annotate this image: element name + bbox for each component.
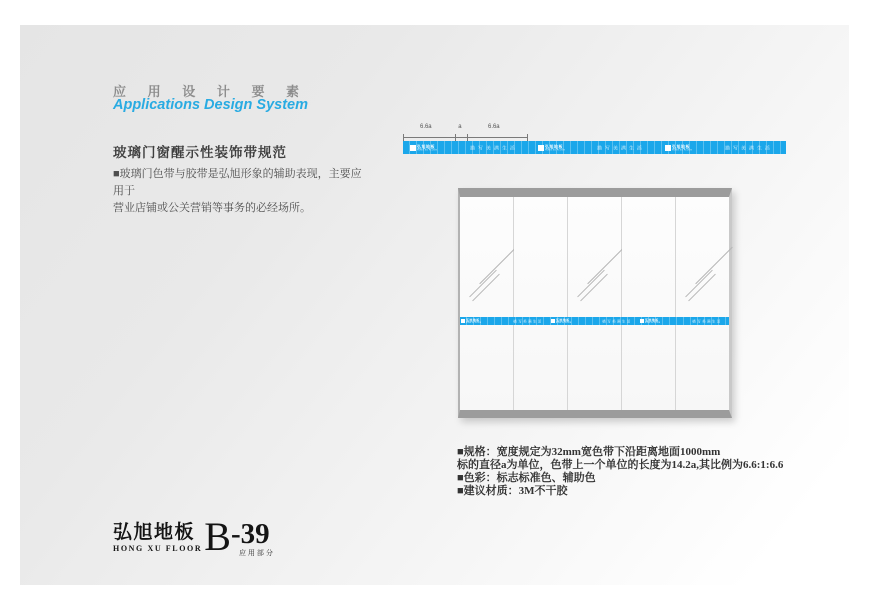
glass-panels	[460, 197, 729, 410]
band-slogan: 描写美满生活	[692, 319, 722, 324]
brand-mark-icon	[538, 145, 544, 151]
band-unit	[460, 317, 550, 325]
band-logo-cn: 弘旭地板	[544, 144, 563, 149]
glass-reflection	[466, 249, 518, 301]
section-body-line1: ■玻璃门色带与胶带是弘旭形象的辅助表现，主要应用于	[113, 168, 362, 197]
spec-list	[457, 446, 783, 498]
ruler-label-left: 6.6a	[420, 123, 432, 130]
glass-panel	[622, 197, 676, 410]
band-logo	[640, 317, 685, 325]
footer-logo-en: HONG XU FLOOR	[113, 544, 203, 553]
page-code-letter: B	[204, 514, 231, 559]
section-title: 玻璃门窗醒示性装饰带规范	[113, 145, 287, 160]
band-logo-en: HONG XU FLOOR	[416, 148, 437, 151]
ruler-tick	[527, 134, 528, 141]
band-slogan: 描写美满生活	[513, 319, 543, 324]
band-logo-en: HONG XU FLOOR	[465, 321, 482, 324]
glass-panel	[460, 197, 514, 410]
band-logo-cn: 弘旭地板	[645, 318, 659, 322]
band-logo	[410, 142, 457, 154]
band-logo	[538, 142, 585, 154]
manual-page	[20, 25, 849, 585]
footer-brand-block	[113, 514, 275, 559]
band-logo-cn: 弘旭地板	[465, 318, 480, 322]
footer-logo-cn: 弘旭地板	[113, 522, 196, 543]
ruler-tick	[455, 134, 456, 141]
page-code-caption: 应用部分	[238, 549, 275, 557]
door-decorative-band	[460, 317, 729, 325]
band-logo-cn: 弘旭地板	[555, 318, 570, 322]
band-slogan: 描写美满生活	[597, 146, 646, 152]
ruler-tick	[403, 134, 404, 141]
spec-line-unit: 标的直径a为单位，色带上一个单位的长度为14.2a,其比例为6.6:1:6.6	[457, 459, 784, 471]
ruler-line	[403, 137, 528, 138]
band-unit	[639, 317, 729, 325]
band-unit	[550, 317, 640, 325]
brand-mark-icon	[665, 145, 671, 151]
glass-reflection	[682, 249, 734, 301]
band-unit	[531, 141, 659, 154]
spec-line-color: ■色彩：标志标准色、辅助色	[457, 472, 596, 484]
ruler-label-right: 6.6a	[488, 123, 500, 130]
section-body-line2: 营业店铺或公关营销等事务的必经场所。	[113, 202, 311, 214]
band-unit	[658, 141, 786, 154]
band-slogan: 描写美满生活	[725, 146, 774, 152]
decorative-band-sample	[403, 141, 786, 154]
band-logo	[461, 317, 506, 325]
ruler-tick	[467, 134, 468, 141]
footer-logo	[113, 523, 202, 553]
glass-reflection	[574, 249, 626, 301]
section-body	[113, 166, 363, 217]
spec-line-material: ■建议材质：3M不干胶	[457, 485, 568, 497]
page-header-english: Applications Design System	[113, 97, 308, 113]
page-code-number: -39	[230, 518, 270, 550]
brand-mark-icon	[640, 319, 644, 323]
band-unit	[403, 141, 531, 154]
brand-mark-icon	[551, 319, 555, 323]
measurement-ruler	[403, 125, 528, 139]
ruler-label-center: a	[458, 123, 462, 130]
page-code-block	[230, 518, 275, 558]
band-logo	[665, 142, 712, 154]
band-logo-en: HONG XU FLOOR	[555, 321, 571, 324]
band-slogan: 描写美满生活	[602, 319, 633, 324]
band-logo	[551, 317, 596, 325]
band-logo-cn: 弘旭地板	[672, 144, 691, 149]
glass-panel	[676, 197, 729, 410]
brand-mark-icon	[461, 319, 465, 323]
band-logo-en: HONG XU FLOOR	[645, 321, 661, 324]
spec-line-size: ■规格：宽度规定为32mm宽色带下沿距离地面1000mm	[457, 446, 721, 458]
brand-mark-icon	[410, 145, 416, 151]
band-logo-en: HONG XU FLOOR	[672, 148, 693, 151]
page-header-chinese: 应 用 设 计 要 素	[113, 84, 309, 99]
glass-door-diagram	[458, 188, 732, 418]
band-slogan: 描写美满生活	[469, 146, 518, 152]
band-logo-en: HONG XU FLOOR	[544, 148, 565, 151]
band-logo-cn: 弘旭地板	[416, 144, 435, 149]
glass-panel	[514, 197, 568, 410]
glass-panel	[568, 197, 622, 410]
